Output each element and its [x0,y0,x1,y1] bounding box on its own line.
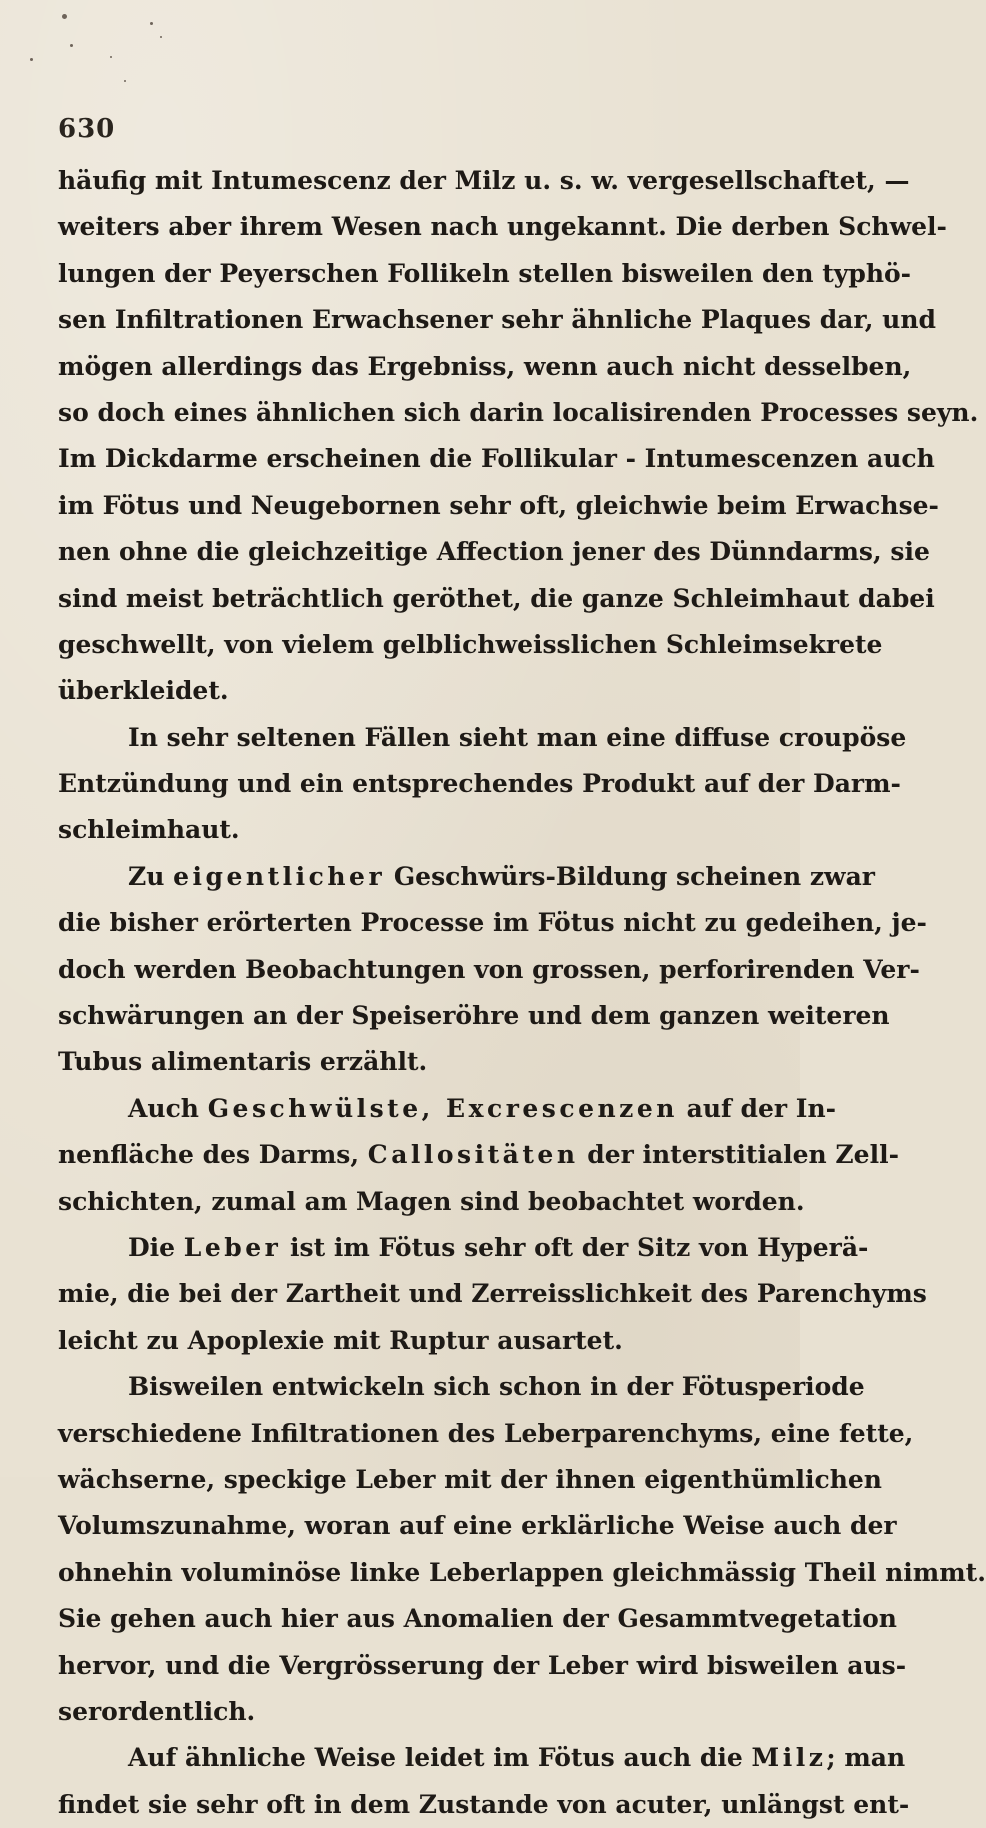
text-line: die bisher erörterten Processe im Fötus nicht zu gedeihen, je- [58,908,927,938]
text-line: häufig mit Intumescenz der Milz u. s. w. vergesellschaftet, — [58,166,910,195]
text-line: weiters aber ihrem Wesen nach ungekannt. Die derben Schwel- [58,212,947,242]
text-segment: Auch [128,1093,208,1123]
text-line: hervor, und die Vergrösserung der Leber wird bisweilen aus- [58,1650,907,1680]
text-line: so doch eines ähnlichen sich darin localisirenden Processes seyn. [58,397,979,427]
text-line: nen ohne die gleichzeitige Affection jener des Dünndarms, sie [58,537,930,567]
text-line: leicht zu Apoplexie mit Ruptur ausartet. [58,1325,623,1355]
text-line [58,1132,899,1178]
text-line: schleimhaut. [58,815,240,845]
spaced-term: Leber [183,1232,282,1262]
text-segment: ist im Fötus sehr oft der Sitz von Hyperä- [281,1232,869,1262]
text-line: überkleidet. [58,676,229,706]
text-segment: Die [128,1232,184,1262]
text-line: Sie gehen auch hier aus Anomalien der Gesammtvegetation [58,1604,897,1634]
text-line: wächserne, speckige Leber mit der ihnen eigenthümlichen [58,1464,882,1494]
text-line: ohnehin voluminöse linke Leberlappen gleichmässig Theil nimmt. [58,1557,986,1587]
text-line: Entzündung und ein entsprechendes Produkt auf der Darm- [58,769,901,799]
spaced-term: Milz [751,1743,827,1773]
text-segment: der interstitialen Zell- [578,1140,899,1170]
text-line [58,1735,906,1781]
text-segment: auf der In- [677,1093,837,1123]
text-line: schwärungen an der Speiseröhre und dem ganzen weiteren [58,1001,890,1031]
text-segment: nenfläche des Darms, [58,1140,368,1170]
page-number: 630 [58,114,116,144]
text-line: geschwellt, von vielem gelblichweisslichen Schleimsekrete [58,629,883,659]
text-line [58,854,875,900]
text-line: sind meist beträchtlich geröthet, die ganze Schleimhaut dabei [58,583,935,613]
text-line [58,1225,869,1271]
text-line: lungen der Peyerschen Follikeln stellen bisweilen den typhö- [58,258,912,288]
spaced-term: eigentlicher [173,861,386,891]
text-line: im Fötus und Neugebornen sehr oft, gleichwie beim Erwachse- [58,490,939,520]
text-line: mie, die bei der Zartheit und Zerreisslichkeit des Parenchyms [58,1279,927,1309]
text-line: mögen allerdings das Ergebniss, wenn auch nicht desselben, [58,351,912,381]
text-segment: Zu [128,861,174,891]
spaced-term: Callositäten [367,1140,579,1170]
body-text [58,158,986,1828]
text-line: Volumszunahme, woran auf eine erklärliche Weise auch der [58,1511,897,1541]
text-line: Tubus alimentaris erzählt. [58,1047,428,1077]
text-line: In sehr seltenen Fällen sieht man eine diffuse croupöse [128,722,907,752]
text-segment: Geschwürs-Bildung scheinen zwar [385,861,875,891]
text-segment: Auf ähnliche Weise leidet im Fötus auch die [128,1743,752,1773]
text-line: sen Infiltrationen Erwachsener sehr ähnliche Plaques dar, und [58,305,936,335]
text-line: findet sie sehr oft in dem Zustande von acuter, unlängst ent- [58,1789,910,1819]
text-line: verschiedene Infiltrationen des Leberparenchyms, eine fette, [58,1418,914,1448]
text-segment: ; man [826,1743,906,1773]
spaced-term: Geschwülste, Excrescenzen [207,1093,678,1123]
text-line: serordentlich. [58,1696,256,1726]
text-line [58,1086,837,1132]
text-line: Im Dickdarme erscheinen die Follikular - Intumescenzen auch [58,444,935,474]
text-line: schichten, zumal am Magen sind beobachtet worden. [58,1186,805,1216]
text-line: doch werden Beobachtungen von grossen, perforirenden Ver- [58,954,920,984]
text-line: Bisweilen entwickeln sich schon in der Fötusperiode [128,1372,865,1402]
